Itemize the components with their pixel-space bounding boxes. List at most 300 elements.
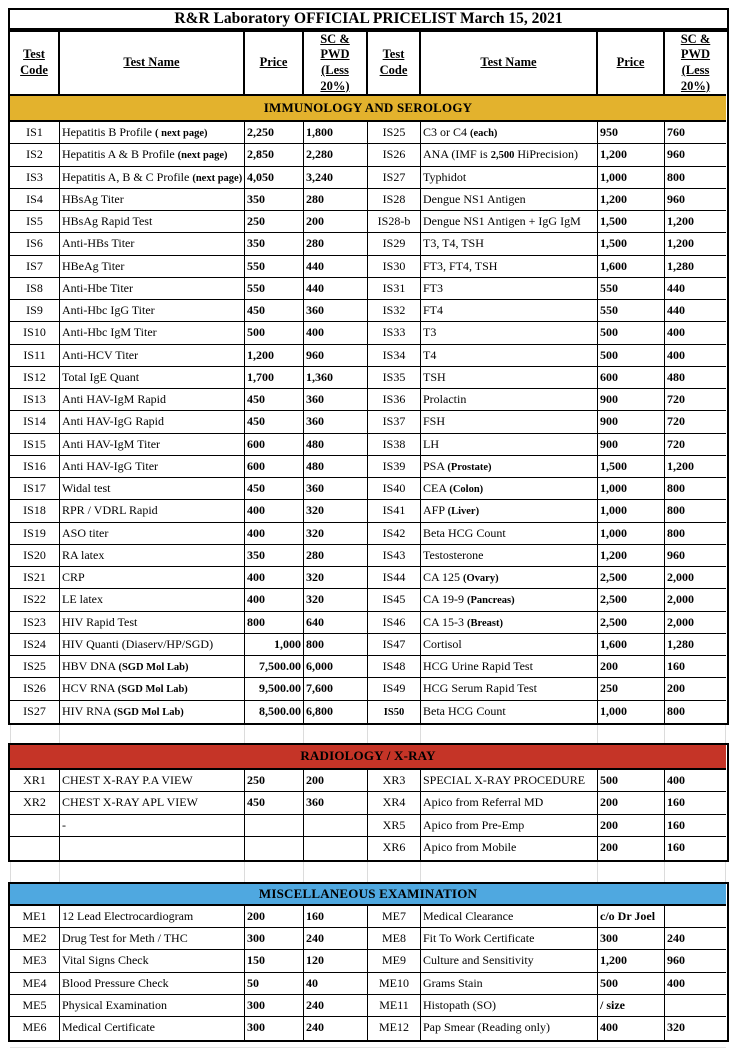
header-sc-pwd-label-2: SC & PWD (Less 20%) <box>680 32 711 93</box>
cell-price: 500 <box>598 322 665 344</box>
cell-sc-pwd: 800 <box>665 500 726 522</box>
cell-test-name: Anti-Hbe Titer <box>60 278 245 300</box>
cell-price: 200 <box>598 656 665 678</box>
cell-test-code: IS44 <box>368 567 421 589</box>
cell-test-code: IS21 <box>10 567 60 589</box>
cell-price: 600 <box>598 367 665 389</box>
cell-test-name: Anti HAV-IgG Rapid <box>60 411 245 433</box>
cell-price: 1,000 <box>598 478 665 500</box>
cell-test-code: ME3 <box>10 950 60 972</box>
cell-price: 550 <box>245 256 304 278</box>
section-banner-radiology: RADIOLOGY / X-RAY <box>10 745 726 770</box>
cell-sc-pwd: 360 <box>304 389 368 411</box>
cell-test-name: HCG Serum Rapid Test <box>421 678 598 700</box>
cell-price: 300 <box>245 928 304 950</box>
cell-sc-pwd: 1,200 <box>665 233 726 255</box>
cell-test-name: Anti HAV-IgM Titer <box>60 434 245 456</box>
cell-sc-pwd: 400 <box>665 770 726 793</box>
header-sc-pwd <box>304 32 368 96</box>
cell-sc-pwd: 280 <box>304 189 368 211</box>
cell-price: 50 <box>245 973 304 995</box>
cell-price: 400 <box>245 589 304 611</box>
cell-price: 150 <box>245 950 304 972</box>
cell-test-code: XR6 <box>368 837 421 860</box>
cell-test-code: IS11 <box>10 345 60 367</box>
cell-sc-pwd: 720 <box>665 389 726 411</box>
cell-test-name: T4 <box>421 345 598 367</box>
cell-test-name: RA latex <box>60 545 245 567</box>
cell-test-code: IS22 <box>10 589 60 611</box>
cell-test-code: IS26 <box>10 678 60 700</box>
cell-price: 550 <box>598 278 665 300</box>
cell-test-name: Anti-HCV Titer <box>60 345 245 367</box>
cell-test-code: IS15 <box>10 434 60 456</box>
grid-spacer-cell <box>60 862 245 882</box>
cell-test-code: IS6 <box>10 233 60 255</box>
cell-price <box>245 837 304 860</box>
cell-test-name: Beta HCG Count <box>421 523 598 545</box>
grid-spacer <box>10 862 726 882</box>
cell-price: 200 <box>598 815 665 838</box>
cell-price: 1,000 <box>598 500 665 522</box>
cell-price: 300 <box>245 995 304 1017</box>
cell-test-code: IS13 <box>10 389 60 411</box>
cell-price: 8,500.00 <box>245 701 304 723</box>
cell-test-name: C3 or C4 (each) <box>421 122 598 144</box>
cell-test-code: IS18 <box>10 500 60 522</box>
cell-price: 1,000 <box>245 634 304 656</box>
cell-sc-pwd: 320 <box>304 589 368 611</box>
cell-price: 400 <box>245 523 304 545</box>
cell-test-code: IS12 <box>10 367 60 389</box>
cell-test-code: IS39 <box>368 456 421 478</box>
section-rows-radiology <box>10 770 726 860</box>
cell-test-name: SPECIAL X-RAY PROCEDURE <box>421 770 598 793</box>
cell-test-name: Culture and Sensitivity <box>421 950 598 972</box>
page-title: R&R Laboratory OFFICIAL PRICELIST March 15, 2021 <box>8 8 729 30</box>
cell-test-name: HIV Rapid Test <box>60 612 245 634</box>
cell-price: 450 <box>245 478 304 500</box>
cell-test-name: Apico from Mobile <box>421 837 598 860</box>
cell-sc-pwd: 200 <box>304 211 368 233</box>
cell-test-code: IS25 <box>368 122 421 144</box>
cell-test-code: ME8 <box>368 928 421 950</box>
section-immunology <box>10 96 727 723</box>
cell-test-code: ME9 <box>368 950 421 972</box>
cell-test-name: ANA (IMF is 2,500 HiPrecision) <box>421 144 598 166</box>
cell-test-code: IS32 <box>368 300 421 322</box>
cell-test-code: IS20 <box>10 545 60 567</box>
cell-test-code: XR4 <box>368 792 421 815</box>
cell-sc-pwd: 2,000 <box>665 589 726 611</box>
cell-sc-pwd: 960 <box>665 545 726 567</box>
header-test-name-label: Test Name <box>123 55 180 70</box>
grid-spacer-cell <box>10 862 60 882</box>
cell-sc-pwd: 160 <box>304 906 368 928</box>
cell-sc-pwd: 480 <box>304 456 368 478</box>
cell-price: 9,500.00 <box>245 678 304 700</box>
cell-test-name: CHEST X-RAY P.A VIEW <box>60 770 245 793</box>
cell-price: 450 <box>245 411 304 433</box>
cell-price: 600 <box>245 434 304 456</box>
cell-sc-pwd: 6,800 <box>304 701 368 723</box>
grid-spacer <box>10 725 726 743</box>
cell-test-name: Testosterone <box>421 545 598 567</box>
cell-test-name: - <box>60 815 245 838</box>
grid-spacer-cell <box>304 862 368 882</box>
cell-price: 2,500 <box>598 567 665 589</box>
cell-price: 200 <box>245 906 304 928</box>
cell-sc-pwd: 800 <box>665 478 726 500</box>
cell-sc-pwd: 360 <box>304 300 368 322</box>
cell-price: 1,200 <box>245 345 304 367</box>
cell-price: 4,050 <box>245 167 304 189</box>
cell-sc-pwd: 1,280 <box>665 256 726 278</box>
cell-test-name: PSA (Prostate) <box>421 456 598 478</box>
cell-sc-pwd: 720 <box>665 411 726 433</box>
cell-test-code: IS19 <box>10 523 60 545</box>
cell-price: 350 <box>245 545 304 567</box>
cell-test-name: FT4 <box>421 300 598 322</box>
cell-test-name: T3, T4, TSH <box>421 233 598 255</box>
cell-price: 400 <box>598 1017 665 1039</box>
cell-test-code: ME6 <box>10 1017 60 1039</box>
cell-test-name: Blood Pressure Check <box>60 973 245 995</box>
cell-price: / size <box>598 995 665 1017</box>
cell-price: 2,250 <box>245 122 304 144</box>
header-test-code-label: Test Code <box>20 47 48 77</box>
cell-price: 200 <box>598 837 665 860</box>
cell-price: 400 <box>245 567 304 589</box>
cell-sc-pwd: 400 <box>304 322 368 344</box>
header-price-label: Price <box>259 55 288 70</box>
cell-price: c/o Dr Joel <box>598 906 665 928</box>
cell-price: 800 <box>245 612 304 634</box>
cell-sc-pwd: 960 <box>304 345 368 367</box>
cell-price: 1,700 <box>245 367 304 389</box>
cell-sc-pwd: 440 <box>304 256 368 278</box>
cell-price: 2,500 <box>598 589 665 611</box>
cell-test-code: IS47 <box>368 634 421 656</box>
cell-test-code: IS35 <box>368 367 421 389</box>
cell-price: 1,500 <box>598 233 665 255</box>
bold-text: (Ovary) <box>463 573 499 584</box>
cell-price: 1,600 <box>598 634 665 656</box>
cell-sc-pwd: 640 <box>304 612 368 634</box>
cell-test-name: Widal test <box>60 478 245 500</box>
cell-sc-pwd: 400 <box>665 973 726 995</box>
cell-test-code: ME4 <box>10 973 60 995</box>
cell-price: 1,200 <box>598 144 665 166</box>
cell-price: 500 <box>598 345 665 367</box>
cell-test-name: Typhidot <box>421 167 598 189</box>
grid-spacer-cell <box>598 725 665 743</box>
cell-test-code: ME10 <box>368 973 421 995</box>
cell-test-code: IS36 <box>368 389 421 411</box>
header-test-name <box>60 32 245 96</box>
cell-test-code: IS38 <box>368 434 421 456</box>
cell-price: 900 <box>598 411 665 433</box>
cell-test-name: Hepatitis B Profile ( next page) <box>60 122 245 144</box>
bold-text: (SGD Mol Lab) <box>118 662 189 673</box>
grid-spacer-cell <box>304 725 368 743</box>
header-test-name-2 <box>421 32 598 96</box>
cell-test-name: Vital Signs Check <box>60 950 245 972</box>
cell-sc-pwd: 1,360 <box>304 367 368 389</box>
cell-test-code: IS41 <box>368 500 421 522</box>
main-table <box>8 30 729 725</box>
cell-price: 1,600 <box>598 256 665 278</box>
cell-test-name: LE latex <box>60 589 245 611</box>
cell-test-name: HBsAg Rapid Test <box>60 211 245 233</box>
cell-sc-pwd: 440 <box>665 300 726 322</box>
cell-sc-pwd: 360 <box>304 478 368 500</box>
header-price-2 <box>598 32 665 96</box>
cell-test-name: Prolactin <box>421 389 598 411</box>
cell-test-code: IS28-b <box>368 211 421 233</box>
cell-test-name: T3 <box>421 322 598 344</box>
section-radiology <box>8 743 729 862</box>
cell-test-name: Fit To Work Certificate <box>421 928 598 950</box>
cell-test-code: IS28 <box>368 189 421 211</box>
cell-sc-pwd <box>304 815 368 838</box>
cell-test-name: CEA (Colon) <box>421 478 598 500</box>
cell-test-code: IS29 <box>368 233 421 255</box>
bold-text: (Colon) <box>449 484 484 495</box>
bold-text: (next page) <box>192 172 243 184</box>
cell-price: 250 <box>245 211 304 233</box>
cell-test-name: CRP <box>60 567 245 589</box>
cell-test-code: IS24 <box>10 634 60 656</box>
cell-sc-pwd: 320 <box>667 1020 685 1035</box>
grid-spacer-cell <box>665 862 726 882</box>
cell-sc-pwd: 800 <box>667 703 685 718</box>
cell-sc-pwd: 240 <box>304 995 368 1017</box>
cell-sc-pwd: 360 <box>304 792 368 815</box>
cell-sc-pwd: 200 <box>665 678 726 700</box>
cell-test-code: IS27 <box>10 701 60 723</box>
cell-sc-pwd <box>665 906 726 928</box>
cell-test-name: HCG Urine Rapid Test <box>421 656 598 678</box>
grid-spacer-cell <box>421 862 598 882</box>
cell-test-name: HIV RNA (SGD Mol Lab) <box>60 701 245 723</box>
cell-test-code: IS42 <box>368 523 421 545</box>
cell-test-code: IS37 <box>368 411 421 433</box>
cell-sc-pwd <box>665 995 726 1017</box>
cell-test-code: IS7 <box>10 256 60 278</box>
cell-test-name: HIV Quanti (Diaserv/HP/SGD) <box>60 634 245 656</box>
cell-test-name: Grams Stain <box>421 973 598 995</box>
bold-text: (Pancreas) <box>467 595 515 607</box>
cell-test-name: Cortisol <box>421 634 598 656</box>
cell-test-name: FSH <box>421 411 598 433</box>
section-banner-immunology: IMMUNOLOGY AND SEROLOGY <box>10 96 726 122</box>
cell-test-code: IS23 <box>10 612 60 634</box>
cell-test-name: CA 19-9 (Pancreas) <box>421 589 598 611</box>
cell-price: 300 <box>245 1017 304 1039</box>
cell-test-name: Apico from Pre-Emp <box>421 815 598 838</box>
cell-sc-pwd: 2,280 <box>304 144 368 166</box>
cell-sc-pwd: 240 <box>304 1017 368 1039</box>
cell-test-name: Anti-Hbc IgM Titer <box>60 322 245 344</box>
table-header <box>10 32 726 96</box>
cell-test-code: IS46 <box>368 612 421 634</box>
header-test-code <box>10 32 60 96</box>
cell-sc-pwd: 160 <box>667 840 685 855</box>
faint-gridline <box>10 1047 726 1048</box>
cell-test-code: IS27 <box>368 167 421 189</box>
grid-spacer-cell <box>368 862 421 882</box>
cell-test-code: IS25 <box>10 656 60 678</box>
cell-test-code: IS30 <box>368 256 421 278</box>
header-test-code-2 <box>368 32 421 96</box>
cell-sc-pwd: 160 <box>665 792 726 815</box>
cell-test-code: IS40 <box>368 478 421 500</box>
cell-test-code: XR1 <box>10 770 60 793</box>
header-test-name-label-2: Test Name <box>480 55 537 70</box>
cell-price: 500 <box>245 322 304 344</box>
cell-test-code: ME2 <box>10 928 60 950</box>
cell-sc-pwd: 7,600 <box>304 678 368 700</box>
bold-text: (SGD Mol Lab) <box>117 684 188 696</box>
cell-price: 250 <box>245 770 304 793</box>
cell-price: 900 <box>598 434 665 456</box>
cell-test-name: Drug Test for Meth / THC <box>60 928 245 950</box>
cell-test-name: Physical Examination <box>60 995 245 1017</box>
cell-test-name: RPR / VDRL Rapid <box>60 500 245 522</box>
cell-sc-pwd: 400 <box>665 345 726 367</box>
cell-test-name: Histopath (SO) <box>421 995 598 1017</box>
cell-test-code: IS1 <box>10 122 60 144</box>
cell-test-name: FT3, FT4, TSH <box>421 256 598 278</box>
cell-sc-pwd: 320 <box>304 567 368 589</box>
bold-text: (SGD Mol Lab) <box>113 706 184 718</box>
cell-test-code <box>368 701 421 723</box>
bold-text: IS50 <box>383 706 405 718</box>
cell-test-name: AFP (Liver) <box>421 500 598 522</box>
cell-test-code: IS2 <box>10 144 60 166</box>
cell-sc-pwd: 800 <box>304 634 368 656</box>
cell-test-code: IS34 <box>368 345 421 367</box>
cell-price: 450 <box>245 389 304 411</box>
cell-test-name: Medical Certificate <box>60 1017 245 1039</box>
cell-sc-pwd: 480 <box>304 434 368 456</box>
cell-sc-pwd: 2,000 <box>665 567 726 589</box>
cell-test-code: IS43 <box>368 545 421 567</box>
cell-test-name: Hepatitis A, B & C Profile (next page) <box>60 167 245 189</box>
cell-sc-pwd: 800 <box>665 167 726 189</box>
cell-price: 1,000 <box>598 167 665 189</box>
cell-price: 550 <box>245 278 304 300</box>
cell-test-code: IS45 <box>368 589 421 611</box>
cell-price: 1,200 <box>598 189 665 211</box>
header-price <box>245 32 304 96</box>
cell-test-code <box>10 815 60 838</box>
cell-test-code: IS5 <box>10 211 60 233</box>
cell-price <box>245 815 304 838</box>
cell-price: 500 <box>598 973 665 995</box>
cell-test-name <box>60 837 245 860</box>
cell-test-code: IS4 <box>10 189 60 211</box>
cell-sc-pwd: 240 <box>304 928 368 950</box>
grid-spacer-cell <box>60 725 245 743</box>
cell-test-name: CA 15-3 (Breast) <box>421 612 598 634</box>
header-sc-pwd-label: SC & PWD (Less 20%) <box>320 32 350 93</box>
cell-test-name: ASO titer <box>60 523 245 545</box>
cell-sc-pwd: 760 <box>665 122 726 144</box>
cell-price: 550 <box>598 300 665 322</box>
bold-text: (Breast) <box>467 617 503 629</box>
cell-test-code: IS49 <box>368 678 421 700</box>
section-banner-misc: MISCELLANEOUS EXAMINATION <box>10 884 726 906</box>
cell-sc-pwd: 1,280 <box>665 634 726 656</box>
cell-test-code: IS48 <box>368 656 421 678</box>
bold-text: 2,500 <box>490 150 515 162</box>
cell-test-name: Total IgE Quant <box>60 367 245 389</box>
cell-price: 350 <box>245 233 304 255</box>
cell-test-name: HBeAg Titer <box>60 256 245 278</box>
cell-sc-pwd: 1,800 <box>304 122 368 144</box>
cell-test-name: Hepatitis A & B Profile (next page) <box>60 144 245 166</box>
cell-sc-pwd: 960 <box>665 189 726 211</box>
cell-test-code: ME1 <box>10 906 60 928</box>
section-rows-immunology <box>10 122 726 723</box>
cell-test-code <box>10 837 60 860</box>
cell-sc-pwd: 400 <box>665 322 726 344</box>
cell-test-code: IS17 <box>10 478 60 500</box>
cell-sc-pwd: 720 <box>665 434 726 456</box>
bold-text: (each) <box>470 128 498 139</box>
cell-sc-pwd: 480 <box>665 367 726 389</box>
grid-spacer-cell <box>368 725 421 743</box>
header-test-code-label-2: Test Code <box>379 47 408 77</box>
cell-sc-pwd: 320 <box>304 500 368 522</box>
cell-test-code: XR2 <box>10 792 60 815</box>
cell-price: 2,850 <box>245 144 304 166</box>
grid-spacer-cell <box>10 725 60 743</box>
cell-sc-pwd: 160 <box>665 815 726 838</box>
cell-test-name: Anti-Hbc IgG Titer <box>60 300 245 322</box>
cell-sc-pwd: 960 <box>665 144 726 166</box>
cell-test-code: IS16 <box>10 456 60 478</box>
cell-sc-pwd: 6,000 <box>304 656 368 678</box>
cell-sc-pwd: 160 <box>665 656 726 678</box>
cell-sc-pwd: 440 <box>304 278 368 300</box>
section-misc <box>8 882 729 1042</box>
cell-test-code: ME5 <box>10 995 60 1017</box>
grid-spacer-cell <box>245 725 304 743</box>
cell-test-name: HBsAg Titer <box>60 189 245 211</box>
cell-sc-pwd: 1,200 <box>665 456 726 478</box>
bold-text: ( next page) <box>155 128 208 139</box>
cell-test-name: 12 Lead Electrocardiogram <box>60 906 245 928</box>
cell-test-code: IS8 <box>10 278 60 300</box>
cell-test-name: Anti-HBs Titer <box>60 233 245 255</box>
cell-price: 900 <box>598 389 665 411</box>
cell-test-code: IS9 <box>10 300 60 322</box>
cell-test-code: ME11 <box>368 995 421 1017</box>
cell-test-name: HBV DNA (SGD Mol Lab) <box>60 656 245 678</box>
cell-test-name: Beta HCG Count <box>421 701 598 723</box>
cell-test-name: Apico from Referral MD <box>421 792 598 815</box>
cell-test-code: ME12 <box>368 1017 421 1039</box>
cell-sc-pwd: 3,240 <box>304 167 368 189</box>
cell-sc-pwd: 40 <box>304 973 368 995</box>
cell-price: 200 <box>598 792 665 815</box>
cell-test-name: Dengue NS1 Antigen + IgG IgM <box>421 211 598 233</box>
grid-spacer-cell <box>665 725 726 743</box>
cell-test-code: IS31 <box>368 278 421 300</box>
